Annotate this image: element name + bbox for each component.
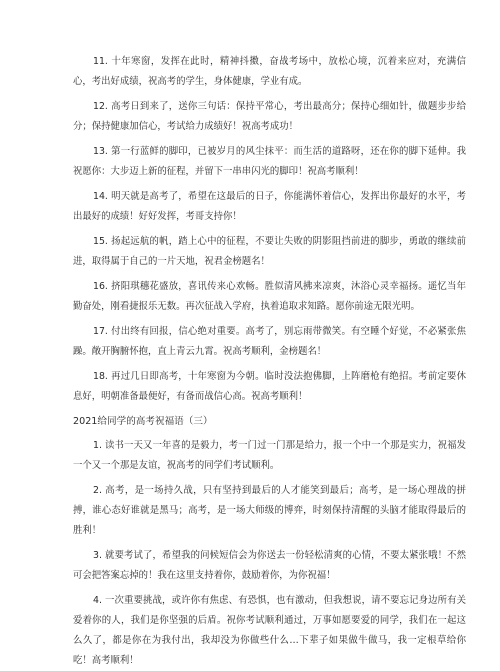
paragraph: 13. 第一行蓝鲜的脚印，已被岁月的风尘抹平：而生活的道路呀，还在你的脚下延伸。我祝愿你：大步迈上新的征程，并留下一串串闪光的脚印！祝高考顺利！ [73,146,466,177]
paragraph: 2. 高考，是一场持久战，只有坚持到最后的人才能笑到最后；高考，是一场心理战的拼搏，谁心态好谁就是黑马；高考，是一场大师级的博弈，时刻保持清醒的头脑才能取得最后的胜利！ [73,485,466,536]
paragraph: 11. 十年寒窗，发挥在此时，精神抖擞，奋战考场中，放松心境，沉着来应对，充满信心，考出好成绩，祝高考的学生，身体健康，学业有成。 [73,56,466,87]
paragraph: 3. 就要考试了，希望我的问候短信会为你送去一份轻松清爽的心情，不要太紧张哦！不然可会把答案忘掉的！我在这里支持着你，鼓励着你，为你祝福！ [73,550,466,581]
paragraph: 16. 挤阳琪穗花盛放，喜讯传来心欢畅。胜似清风拂来凉爽，沐浴心灵幸福扬。遥忆当年勤奋处，刚看捷报乐无数。再次征战入学府，执着追取求知路。愿你前途无限光明。 [73,281,466,312]
paragraph-group-b [73,436,466,671]
paragraph: 12. 高考日到来了，送你三句话：保持平常心，考出最高分；保持心细如针，做题步步给分；保持健康加信心，考试给力成绩好！祝高考成功！ [73,101,466,132]
paragraph-group-a [73,52,466,407]
paragraph: 18. 再过几日即高考，十年寒窗为今朝。临时没法抱佛脚，上阵磨枪有绝招。考前定要休息好，明朝准备最便好，有备而战信心高。祝高考顺利！ [73,371,466,402]
paragraph: 17. 付出终有回报，信心绝对重要。高考了，别忘雨带微笑。有空睡个好觉，不必紧张焦躁。敞开胸腑怀抱，直上青云九霄。祝高考顺利，金榜题名！ [73,326,466,357]
paragraph: 4. 一次重要挑战，或许你有焦虑、有恐惧，也有激动，但我想说，请不要忘记身边所有关爱着你的人，我们是你坚强的后盾。祝你考试顺利通过，万事如愿要爱的同学，我们在一起这么久了，都是你在为我付出，我却没为你做些什么…下辈子如果做牛做马，我一定根草给你吃！高考顺利！ [73,595,466,666]
section-title: 2021给同学的高考祝福语（三） [73,416,213,427]
paragraph: 1. 读书一天又一年喜的是毅力，考一门过一门那是给力，报一个中一个那是实力，祝福发一个又一个那是友谊，祝高考的同学们考试顺利。 [73,440,466,471]
paragraph: 15. 扬起远航的帆，踏上心中的征程，不要让失败的阴影阻挡前进的脚步，勇敢的继续前进，取得属于自己的一片天地，祝君金榜题名！ [73,236,466,267]
paragraph: 14. 明天就是高考了，希望在这最后的日子，你能满怀着信心，发挥出你最好的水平，考出最好的成绩！好好发挥，考哥支持你！ [73,191,466,222]
